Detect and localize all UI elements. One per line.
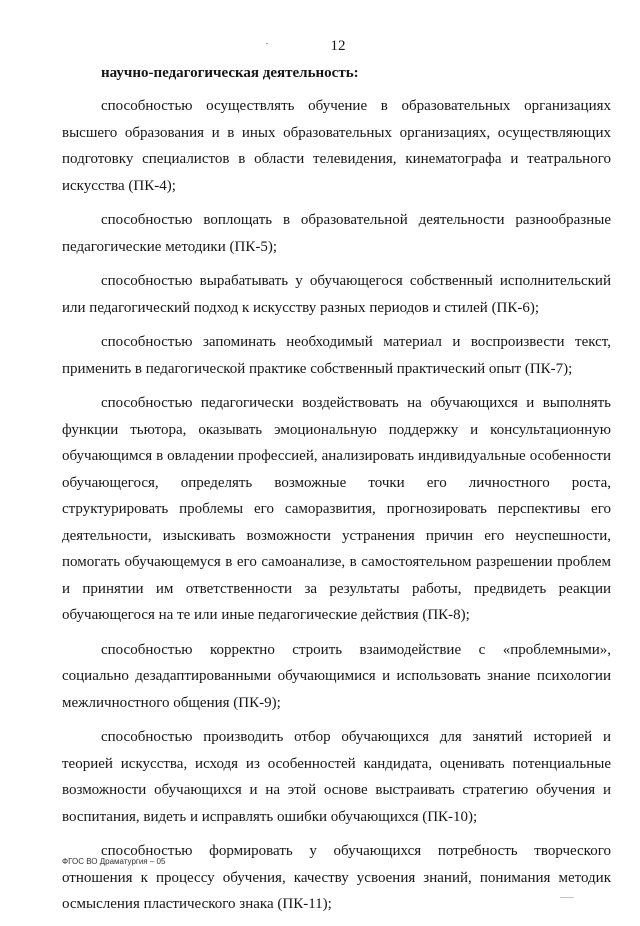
page-body	[62, 61, 611, 926]
document-footer: ФГОС ВО Драматургия – 05	[62, 857, 166, 866]
competency-pk-10: способностью производить отбор обучающихся для занятий историей и теорией искусства, исходя из особенностей кандидата, оценивать потенциальные возможности обучающихся и на этой основе выстраивать стратегию обучения и воспитания, видеть и исправлять ошибки обучающихся (ПК-10);	[62, 729, 611, 825]
competency-pk-6: способностью вырабатывать у обучающегося собственный исполнительский или педагогический подход к искусству разных периодов и стилей (ПК-6);	[62, 273, 611, 316]
page-number: 12	[330, 38, 346, 54]
competency-pk-9: способностью корректно строить взаимодействие с «проблемными», социально дезадаптированными обучающимися и использовать знание психологии межличностного общения (ПК-9);	[62, 641, 611, 711]
competency-pk-11: способностью формировать у обучающихся потребность творческого отношения к процессу обучения, качеству усвоения знаний, понимания методик осмысления пластического знака (ПК-11);	[62, 843, 611, 912]
scan-speck	[266, 43, 268, 44]
section-heading: научно-педагогическая деятельность:	[101, 65, 359, 81]
competency-pk-5: способностью воплощать в образовательной деятельности разнообразные педагогические методики (ПК-5);	[62, 212, 611, 255]
competency-pk-7: способностью запоминать необходимый материал и воспроизвести текст, применить в педагогической практике собственный практический опыт (ПК-7);	[62, 334, 611, 377]
scan-speck	[560, 897, 574, 898]
competency-pk-4: способностью осуществлять обучение в образовательных организациях высшего образования и в иных образовательных организациях, осуществляющих подготовку специалистов в области телевидения, кинематографа и театрального искусства (ПК-4);	[62, 98, 611, 194]
competency-pk-8: способностью педагогически воздействовать на обучающихся и выполнять функции тьютора, оказывать эмоциональную поддержку и консультационную обучающимся в овладении профессией, анализировать индивидуальные особенности обучающегося, определять возможные точки его личностного роста, структурировать проблемы его саморазвития, прогнозировать перспективы его деятельности, изыскивать возможности устранения причин его неуспешности, помогать обучающемуся в его самоанализе, в самостоятельном разрешении проблем и принятии им ответственности за результаты работы, предвидеть реакции обучающегося на те или иные педагогические действия (ПК-8);	[62, 395, 611, 623]
